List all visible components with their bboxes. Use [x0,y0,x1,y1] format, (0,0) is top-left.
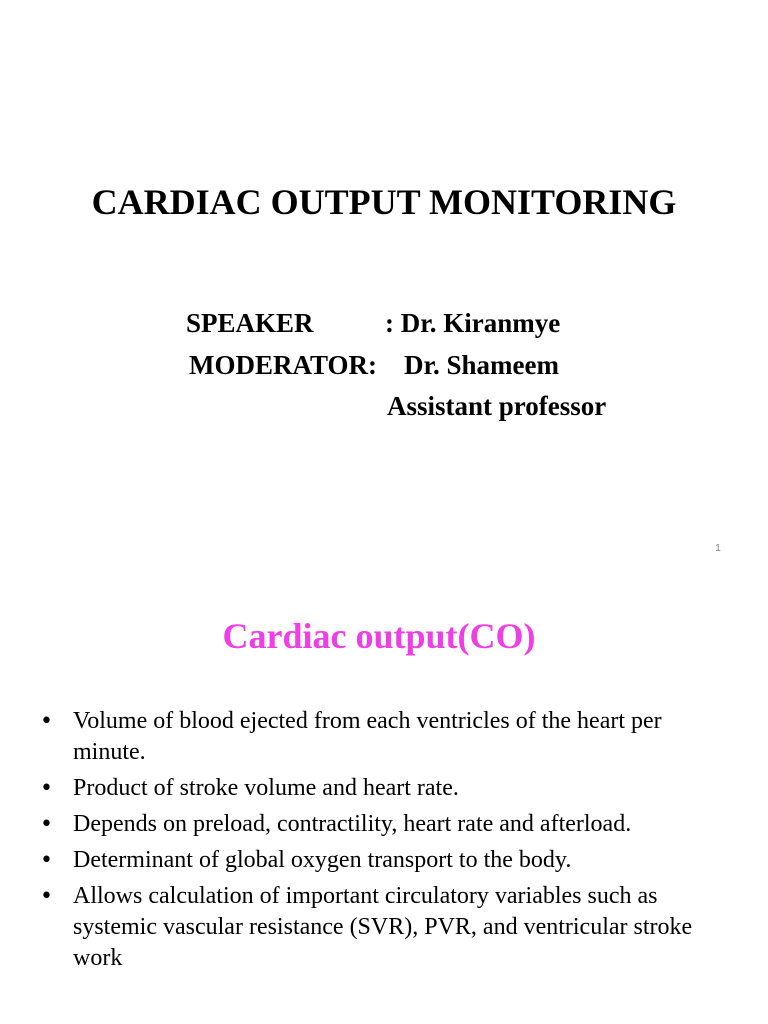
slide-number: 1 [715,543,721,554]
bullet-icon: • [40,812,53,837]
bullet-list [40,706,720,979]
moderator-label: MODERATOR: [189,350,377,380]
list-item [40,706,720,768]
moderator-role: Assistant professor [387,391,607,421]
bullet-icon: • [40,776,53,801]
speaker-name: : Dr. Kiranmye [385,308,561,338]
slide-title: CARDIAC OUTPUT MONITORING [91,182,677,222]
list-item [40,881,720,974]
bullet-text: Volume of blood ejected from each ventricles of the heart per minute. [73,708,662,765]
bullet-text: Determinant of global oxygen transport to the body. [73,847,572,873]
bullet-icon: • [40,848,53,873]
slide-2 [0,576,768,1024]
bullet-icon: • [40,884,53,909]
bullet-text: Allows calculation of important circulatory variables such as systemic vascular resistance (SVR), PVR, and ventricular stroke work [73,883,693,971]
list-item [40,773,720,804]
list-item [40,845,720,876]
bullet-text: Product of stroke volume and heart rate. [73,775,459,801]
slide-title: Cardiac output(CO) [222,616,536,656]
bullet-text: Depends on preload, contractility, heart rate and afterload. [73,811,632,837]
bullet-icon: • [40,709,53,734]
list-item [40,809,720,840]
speaker-label: SPEAKER [186,308,314,338]
moderator-name: Dr. Shameem [404,350,559,380]
